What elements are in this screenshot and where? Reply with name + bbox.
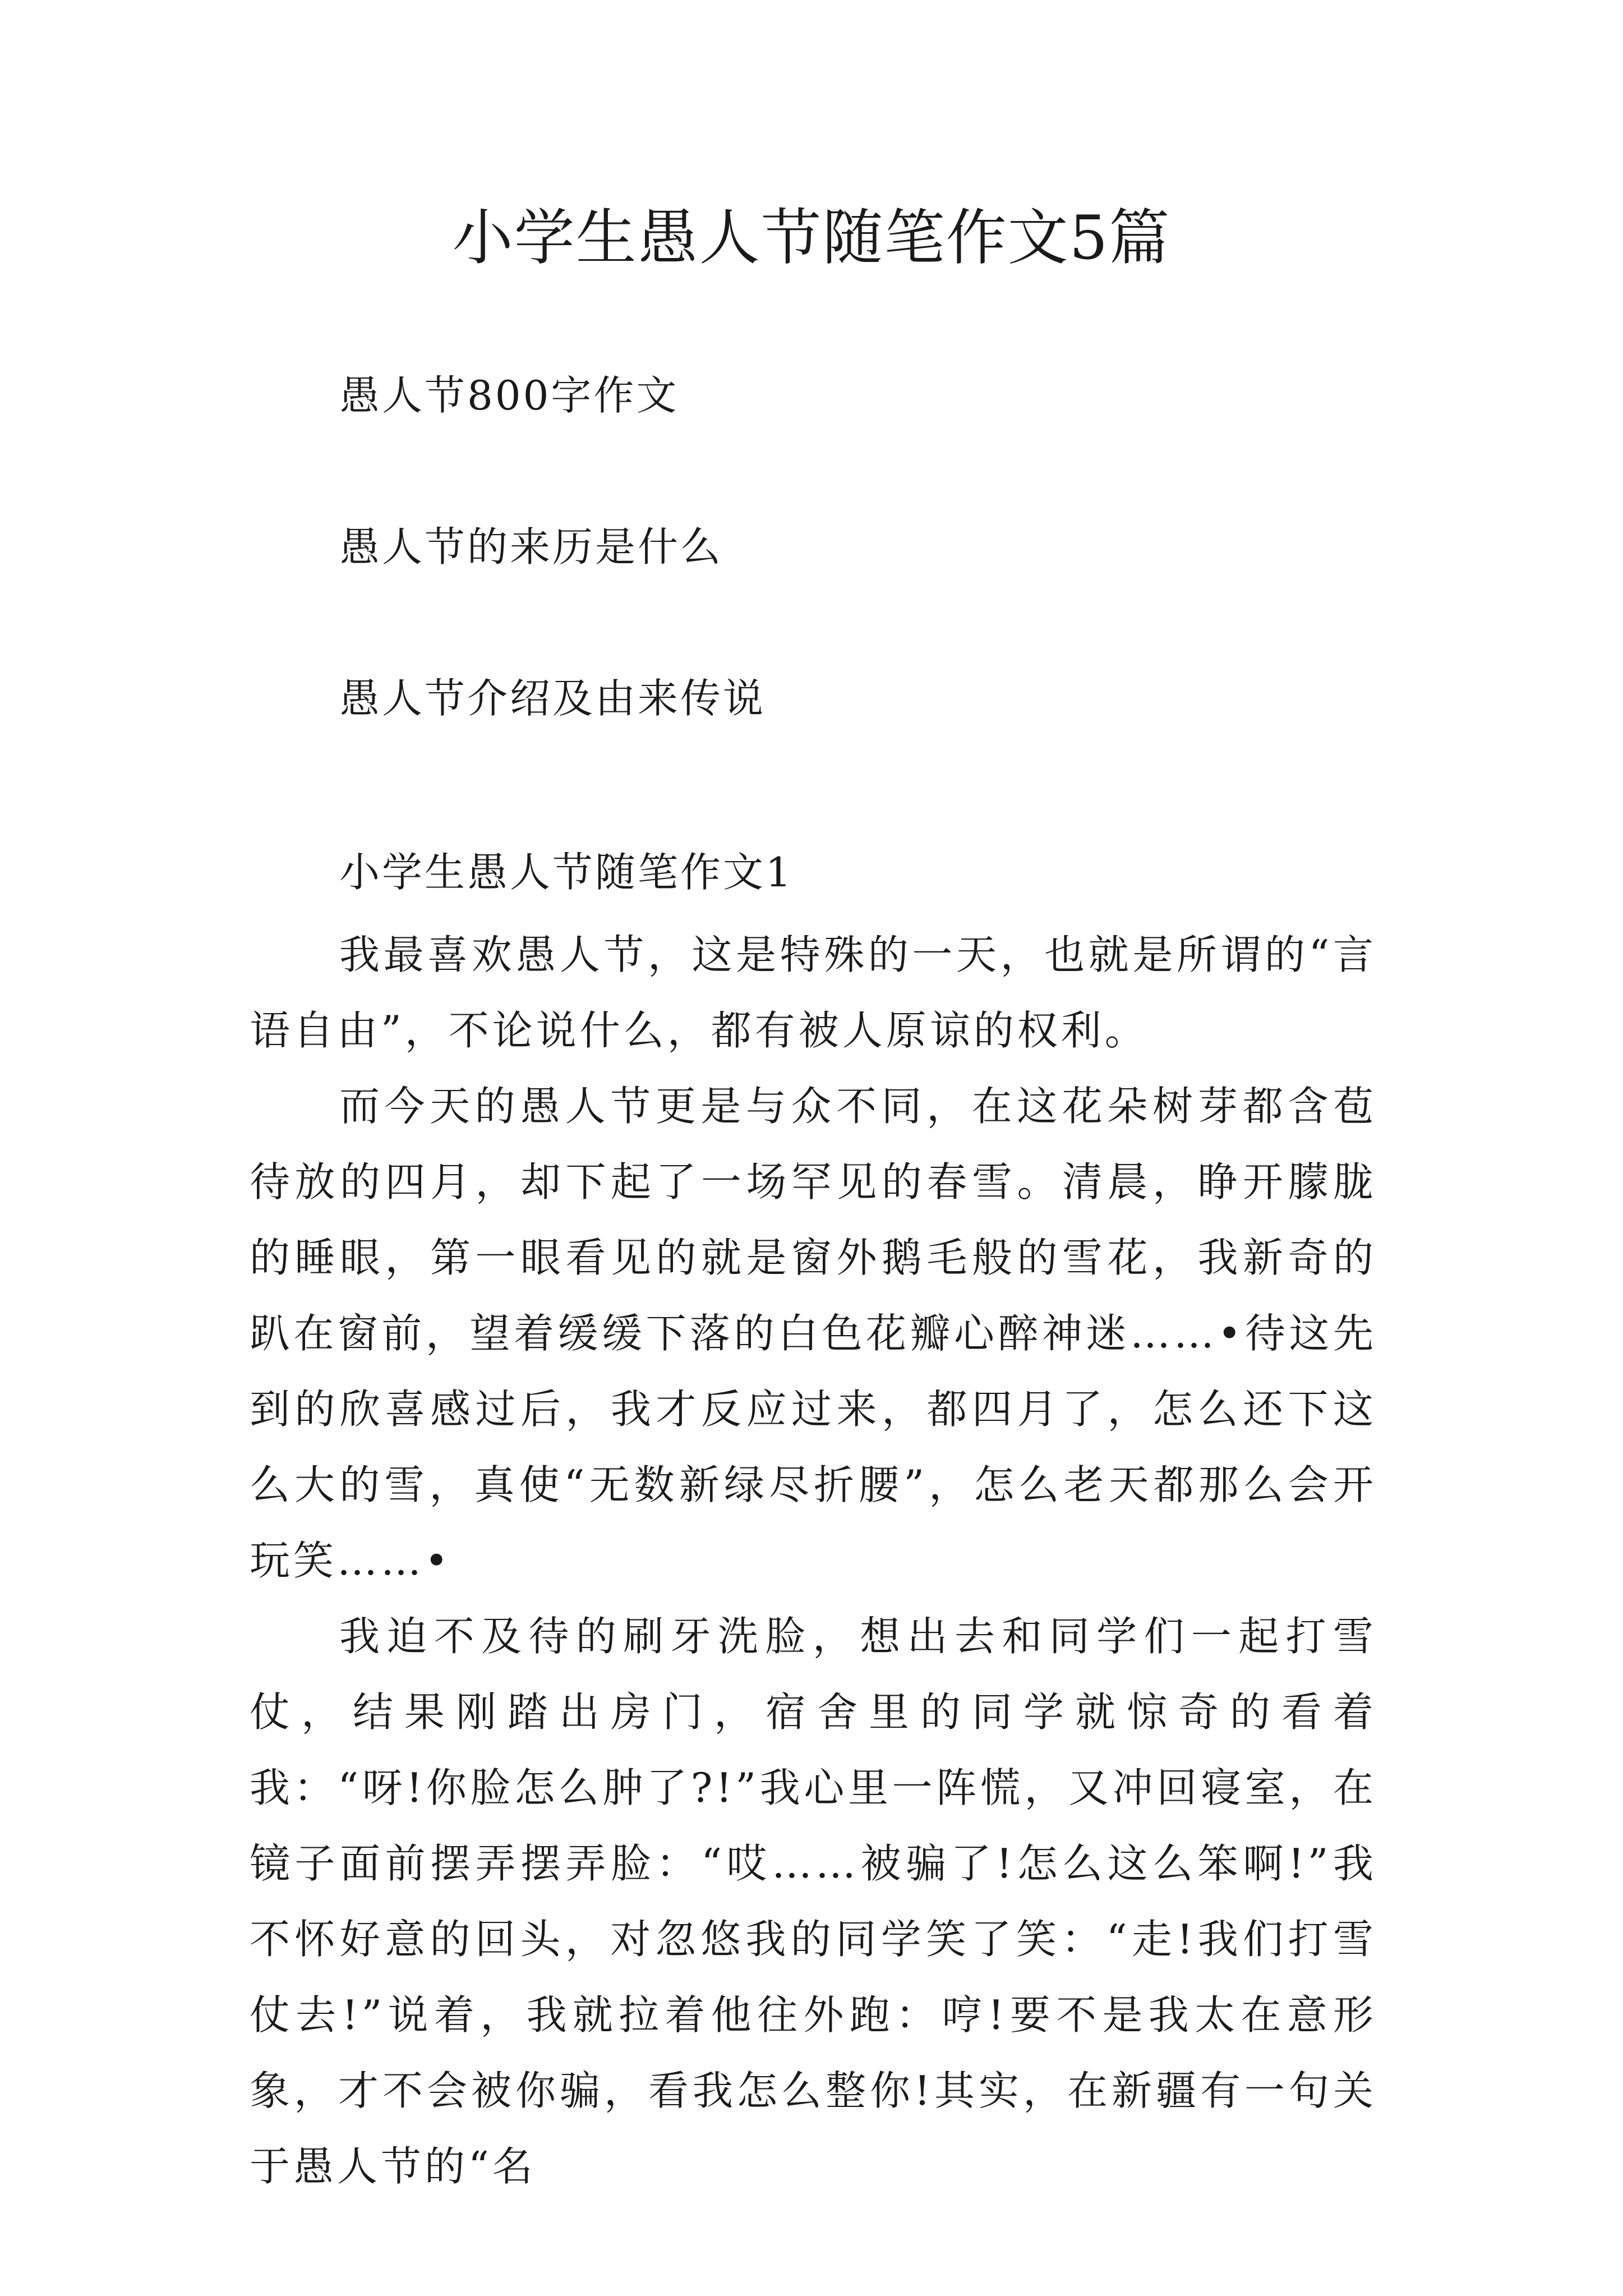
related-link-3[interactable]: 愚人节介绍及由来传说: [339, 675, 766, 722]
paragraph: 我迫不及待的刷牙洗脸，想出去和同学们一起打雪仗，结果刚踏出房门，宿舍里的同学就惊奇的看着我：“呀!你脸怎么肿了?!”我心里一阵慌，又冲回寝室，在镜子面前摆弄摆弄脸：“哎……被骗了!怎么这么笨啊!”我不怀好意的回头，对忽悠我的同学笑了笑：“走!我们打雪仗去!”说着，我就拉着他往外跑：哼!要不是我太在意形象，才不会被你骗，看我怎么整你!其实，在新疆有一句关于愚人节的“名: [250, 1613, 1377, 2190]
paragraph: 我最喜欢愚人节，这是特殊的一天，也就是所谓的“言语自由”，不论说什么，都有被人原谅的权利。: [250, 931, 1377, 1054]
document-title: 小学生愚人节随笔作文5篇: [452, 203, 1171, 273]
article-body: [250, 917, 1377, 2205]
related-link-2[interactable]: 愚人节的来历是什么: [339, 523, 723, 570]
paragraph: 而今天的愚人节更是与众不同，在这花朵树芽都含苞待放的四月，却下起了一场罕见的春雪。清晨，睁开朦胧的睡眼，第一眼看见的就是窗外鹅毛般的雪花，我新奇的趴在窗前，望着缓缓下落的白色花瓣心醉神迷……•待这先到的欣喜感过后，我才反应过来，都四月了，怎么还下这么大的雪，真使“无数新绿尽折腰”，怎么老天都那么会开玩笑……•: [250, 1083, 1377, 1584]
section-heading: 小学生愚人节随笔作文1: [339, 849, 794, 896]
related-link-1[interactable]: 愚人节800字作文: [339, 372, 679, 419]
